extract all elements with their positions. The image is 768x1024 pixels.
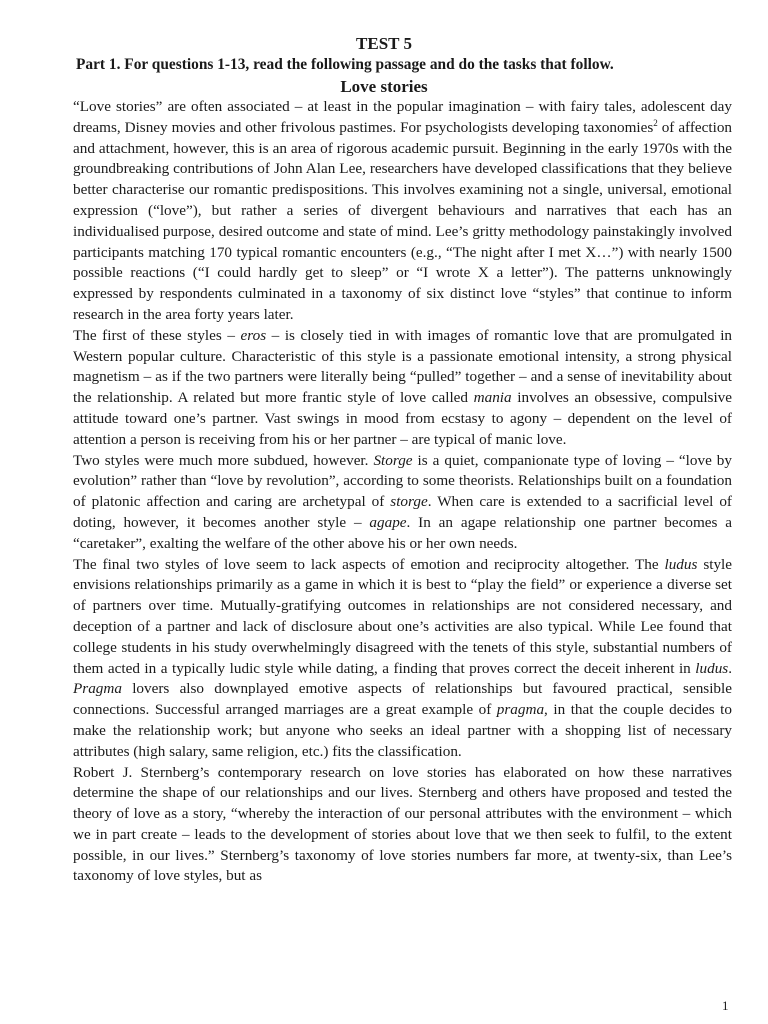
text-run: involves an obsessive, compulsive attitude toward one’s partner. Vast swings in mood from ecstasy to agony – dependent on the level of attention a person is receiving from his or her partner – are typical of manic love. [73, 389, 733, 448]
text-run: is a quiet, companionate type of loving – “love by evolution” rather than “love by revolution”, according to some theorists. Relationships built on a foundation of platonic affection and caring are archetypal of [73, 451, 732, 511]
text-run: lovers also downplayed emotive aspects of relationships but favoured practical, sensible connections. Successful arranged marriages are a great example of [73, 680, 732, 719]
italic-term: ludus [695, 659, 729, 677]
passage-body [73, 97, 732, 887]
text-run: . In an agape relationship one partner becomes a “caretaker”, exalting the welfare of the other above his or her own needs. [73, 513, 732, 552]
text-run: style envisions relationships primarily as a game in which it is best to “play the field” or experience a diverse set of partners over time. Mutually-gratifying outcomes in relationships are not considered necessary, and deception of a partner and lack of disclosure about one’s activities are also typical. While Lee found that college students in his study overwhelmingly disagreed with the tenets of this style, substantial numbers of them acted in a typically ludic style while dating, a finding that proves correct the deceit inherent in [73, 555, 732, 677]
passage-paragraph [73, 555, 732, 763]
footnote-marker: 2 [653, 117, 658, 128]
text-run: “Love stories” are often associated – at least in the popular imagination – with fairy tales, adolescent day dreams, Disney movies and other frivolous pastimes. For psychologists developing taxonomies [73, 98, 732, 136]
italic-term: mania [473, 389, 512, 407]
passage-paragraph [73, 763, 732, 888]
italic-term: Pragma [73, 680, 122, 698]
text-run: , in that the couple decides to make the relationship work; but anyone who seeks an ideal partner with a shopping list of necessary attributes (high salary, same religion, etc.) fits the classification. [73, 701, 732, 760]
italic-term: eros [240, 326, 267, 344]
passage-paragraph [73, 97, 732, 326]
passage-paragraph [73, 326, 732, 451]
page-number: 1 [722, 998, 729, 1013]
text-run: – is closely tied in with images of romantic love that are promulgated in Western popular culture. Characteristic of this style is a passionate emotional intensity, a strong physical magnetism – as if the two partners were literally being “pulled” together – and a sense of inevitability about the relationship. A related but more frantic style of love called [73, 326, 733, 407]
text-run: of affection and attachment, however, this is an area of rigorous academic pursuit. Beginning in the early 1970s with the groundbreaking contributions of John Alan Lee, researchers have developed classifications that they believe better characterise our romantic predispositions. This involves examining not a single, universal, emotional expression (“love”), but rather a series of divergent behaviours and narratives that each has an individualised purpose, desired outcome and state of mind. Lee’s gritty methodology painstakingly involved participants matching 170 typical romantic encounters (e.g., “The night after I met X…”) with nearly 1500 possible reactions (“I could hardly get to sleep” or “I wrote X a letter”). The patterns unknowingly expressed by respondents culminated in a taxonomy of six distinct love “styles” that continue to inform research in the area forty years later. [73, 118, 733, 323]
text-run: The final two styles of love seem to lack aspects of emotion and reciprocity altogether. The [73, 555, 665, 573]
italic-term: storge [390, 493, 428, 511]
text-run: The first of these styles – [73, 326, 241, 344]
text-run: . [728, 659, 732, 677]
test-title: TEST 5 [356, 34, 412, 53]
passage-title: Love stories [340, 77, 428, 96]
text-run: . When care is extended to a sacrificial level of doting, however, it becomes another style – [73, 493, 732, 531]
text-run: Robert J. Sternberg’s contemporary research on love stories has elaborated on how these narratives determine the shape of our relationships and our lives. Sternberg and others have proposed and tested the theory of love as a story, “whereby the interaction of our personal attributes with the environment – which we in part create – leads to the development of stories about love that we then seek to fulfil, to the extent possible, in our lives.” Sternberg’s taxonomy of love stories numbers far more, at twenty-six, than Lee’s taxonomy of love styles, but as [73, 763, 732, 885]
italic-term: pragma [496, 701, 545, 719]
part-instruction: Part 1. For questions 1-13, read the following passage and do the tasks that follow. [76, 56, 614, 73]
italic-term: ludus [664, 555, 698, 573]
italic-term: Storge [373, 451, 413, 469]
passage-paragraph [73, 451, 732, 555]
italic-term: agape [369, 513, 407, 531]
text-run: Two styles were much more subdued, however. [73, 451, 374, 469]
